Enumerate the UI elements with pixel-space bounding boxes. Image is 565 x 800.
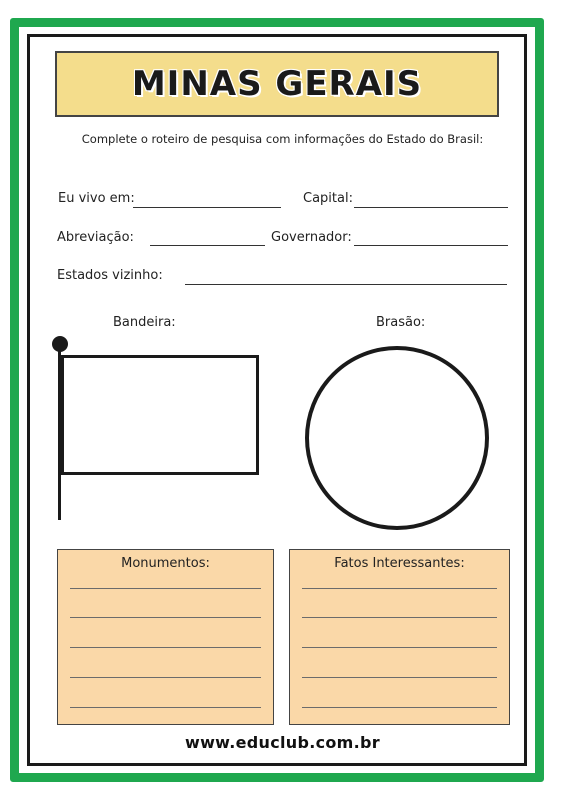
abbreviation-field[interactable] <box>150 245 265 246</box>
crest-drawing-area[interactable] <box>305 346 489 530</box>
neighbors-field[interactable] <box>185 284 507 285</box>
monuments-line[interactable] <box>70 707 261 708</box>
title-banner <box>55 51 499 117</box>
monuments-line[interactable] <box>70 647 261 648</box>
facts-box <box>289 549 510 725</box>
monuments-line[interactable] <box>70 588 261 589</box>
crest-label: Brasão: <box>376 315 426 330</box>
lives-in-label: Eu vivo em: <box>58 191 135 206</box>
monuments-line[interactable] <box>70 677 261 678</box>
facts-line[interactable] <box>302 647 497 648</box>
governor-field[interactable] <box>354 245 508 246</box>
instruction-text: Complete o roteiro de pesquisa com informações do Estado do Brasil: <box>81 132 484 146</box>
capital-label: Capital: <box>303 191 353 206</box>
flag-pole-knob <box>52 336 68 352</box>
facts-title: Fatos Interessantes: <box>334 556 465 571</box>
facts-line[interactable] <box>302 677 497 678</box>
flag-label: Bandeira: <box>113 315 176 330</box>
monuments-box <box>57 549 274 725</box>
page-title: MINAS GERAIS <box>131 64 423 104</box>
facts-line[interactable] <box>302 588 497 589</box>
facts-line[interactable] <box>302 707 497 708</box>
governor-label: Governador: <box>271 230 352 245</box>
lives-in-field[interactable] <box>133 207 281 208</box>
flag-drawing-area[interactable] <box>61 355 259 475</box>
monuments-title: Monumentos: <box>121 556 210 571</box>
neighbors-label: Estados vizinho: <box>57 268 163 283</box>
facts-line[interactable] <box>302 617 497 618</box>
capital-field[interactable] <box>354 207 508 208</box>
monuments-line[interactable] <box>70 617 261 618</box>
abbreviation-label: Abreviação: <box>57 230 134 245</box>
footer-website: www.educlub.com.br <box>185 733 380 752</box>
